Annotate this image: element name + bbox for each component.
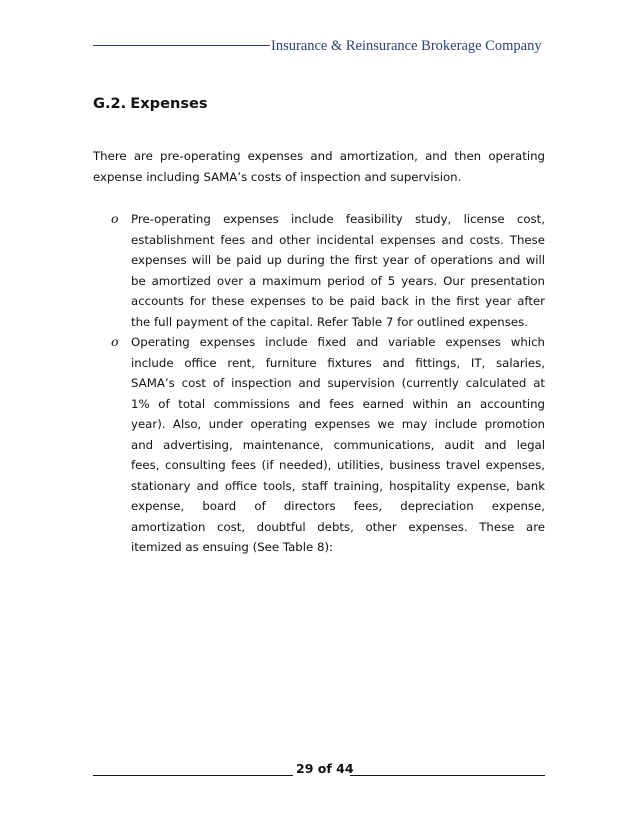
bullet-line: accounts for these expenses to be paid back in the first year after <box>131 294 545 308</box>
intro-line: expense including SAMA’s costs of inspection and supervision. <box>93 169 462 184</box>
footer-left-rule <box>93 775 293 776</box>
pre-operating-expenses-bullet <box>93 209 545 332</box>
section-heading <box>93 94 208 114</box>
intro-line: There are pre-operating expenses and amortization, and then operating <box>93 149 545 163</box>
section-number: G.2. <box>93 95 127 112</box>
bullet-marker: o <box>111 211 119 226</box>
bullet-line: year). Also, under operating expenses we may include promotion <box>131 417 545 431</box>
bullet-line: 1% of total commissions and fees earned within an accounting <box>131 396 545 411</box>
section-title: Expenses <box>130 95 208 112</box>
bullet-text <box>131 332 545 558</box>
bullet-line: Pre-operating expenses include feasibility study, license cost, <box>131 212 545 226</box>
bullet-line: SAMA’s cost of inspection and supervision (currently calculated at <box>131 376 545 390</box>
bullet-line: fees, consulting fees (if needed), utilities, business travel expenses, <box>131 458 545 472</box>
page-footer <box>93 759 545 779</box>
bullet-text <box>131 209 545 332</box>
bullet-marker: o <box>111 334 119 349</box>
bullet-line: amortization cost, doubtful debts, other expenses. These are <box>131 519 545 534</box>
bullet-line: expenses will be paid up during the first year of operations and will <box>131 253 545 267</box>
page-number: 29 of 44 <box>296 761 354 776</box>
bullet-line: include office rent, furniture fixtures and fittings, IT, salaries, <box>131 355 545 370</box>
expense-bullet-list <box>93 209 545 558</box>
bullet-line: and advertising, maintenance, communications, audit and legal <box>131 437 545 452</box>
bullet-line: the full payment of the capital. Refer Table 7 for outlined expenses. <box>131 314 528 329</box>
bullet-line: stationary and office tools, staff training, hospitality expense, bank <box>131 478 545 493</box>
header-company-name: Insurance & Reinsurance Brokerage Company <box>271 38 542 54</box>
intro-paragraph <box>93 146 545 187</box>
bullet-line: establishment fees and other incidental expenses and costs. These <box>131 232 545 247</box>
bullet-line: Operating expenses include fixed and variable expenses which <box>131 335 545 349</box>
header-rule <box>93 45 270 47</box>
bullet-line: itemized as ensuing (See Table 8): <box>131 540 333 554</box>
page-header <box>93 35 545 57</box>
bullet-line: expense, board of directors fees, depreciation expense, <box>131 499 545 513</box>
operating-expenses-bullet <box>93 332 545 558</box>
bullet-line: be amortized over a maximum period of 5 years. Our presentation <box>131 273 545 288</box>
footer-right-rule <box>350 775 545 776</box>
